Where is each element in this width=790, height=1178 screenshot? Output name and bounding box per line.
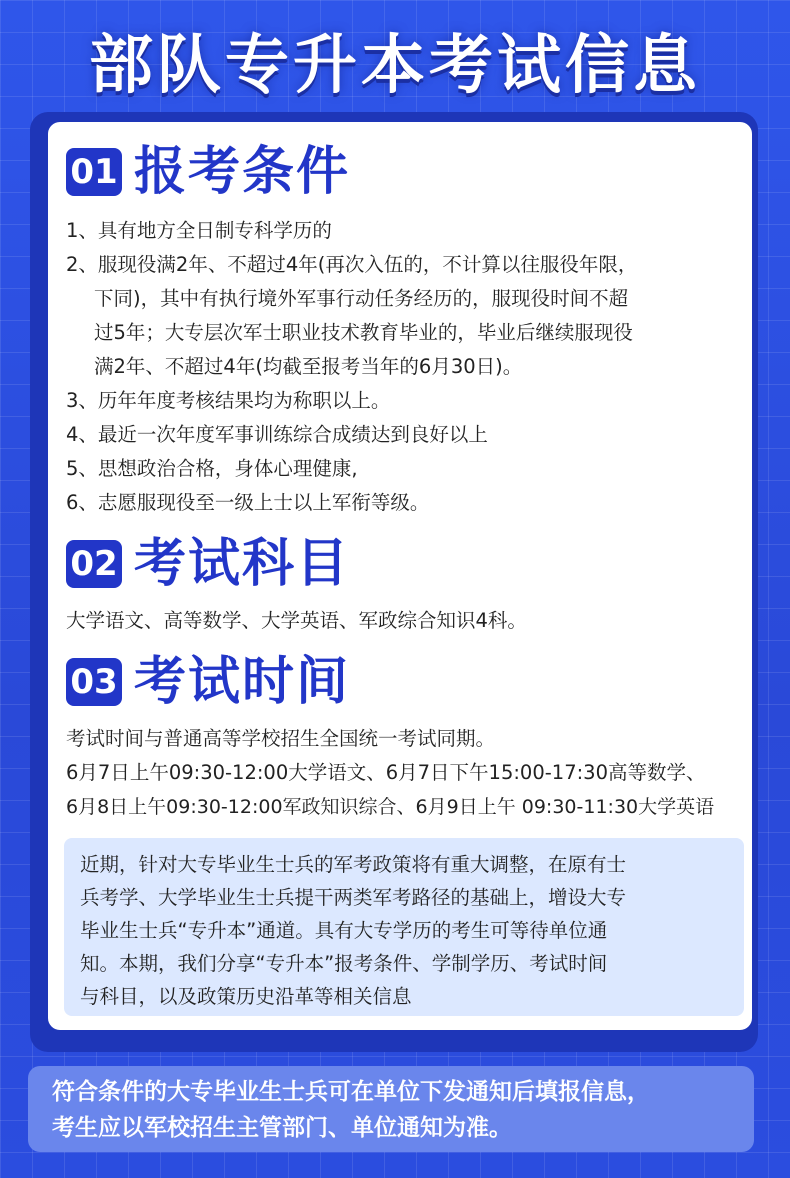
footer-line: 考生应以军校招生主管部门、单位通知为准。 — [52, 1115, 512, 1141]
page-title: 部队专升本考试信息 — [89, 29, 701, 103]
condition-item: 6、志愿服现役至一级上士以上军衔等级。 — [66, 491, 430, 514]
subjects-line: 大学语文、高等数学、大学英语、军政综合知识4科。 — [66, 609, 527, 632]
section-title: 考试科目 — [134, 534, 351, 594]
section-number-badge: 01 — [66, 148, 122, 196]
section-number-badge: 02 — [66, 540, 122, 588]
footer-notice — [28, 1066, 754, 1152]
section-title: 考试时间 — [134, 652, 351, 712]
section-header-conditions — [66, 140, 350, 204]
condition-item-continued: 满2年、不超过4年(均截至报考当年的6月30日)。 — [94, 355, 523, 378]
condition-item: 2、服现役满2年、不超过4年(再次入伍的，不计算以往服役年限， — [66, 253, 638, 276]
condition-item: 5、思想政治合格，身体心理健康, — [66, 457, 358, 480]
condition-item: 3、历年年度考核结果均为称职以上。 — [66, 389, 391, 412]
note-line: 毕业生士兵“专升本”通道。具有大专学历的考生可等待单位通 — [80, 919, 608, 942]
note-line: 与科目，以及政策历史沿革等相关信息 — [80, 985, 412, 1008]
condition-item: 4、最近一次年度军事训练综合成绩达到良好以上 — [66, 423, 488, 446]
section-title: 报考条件 — [134, 142, 351, 202]
note-line: 近期，针对大专毕业生士兵的军考政策将有重大调整，在原有士 — [80, 853, 627, 876]
note-line: 兵考学、大学毕业生士兵提干两类军考路径的基础上，增设大专 — [80, 886, 627, 909]
conditions-list — [66, 214, 637, 520]
condition-item-continued: 过5年；大专层次军士职业技术教育毕业的，毕业后继续服现役 — [94, 321, 633, 344]
policy-note — [64, 838, 744, 1016]
info-card — [46, 120, 754, 1032]
footer-line: 符合条件的大专毕业生士兵可在单位下发通知后填报信息， — [52, 1079, 650, 1105]
condition-item-continued: 下同)，其中有执行境外军事行动任务经历的，服现役时间不超 — [94, 287, 629, 310]
subjects-text — [66, 604, 527, 638]
note-line: 知。本期，我们分享“专升本”报考条件、学制学历、考试时间 — [80, 952, 608, 975]
schedule-line: 考试时间与普通高等学校招生全国统一考试同期。 — [66, 727, 496, 750]
schedule-text — [66, 722, 714, 824]
schedule-line: 6月7日上午09:30-12:00大学语文、6月7日下午15:00-17:30高等数学、 — [66, 761, 706, 784]
section-header-schedule — [66, 650, 350, 714]
condition-item: 1、具有地方全日制专科学历的 — [66, 219, 332, 242]
section-header-subjects — [66, 532, 350, 596]
schedule-line: 6月8日上午09:30-12:00军政知识综合、6月9日上午 09:30-11:30大学英语 — [66, 796, 715, 818]
section-number-badge: 03 — [66, 658, 122, 706]
